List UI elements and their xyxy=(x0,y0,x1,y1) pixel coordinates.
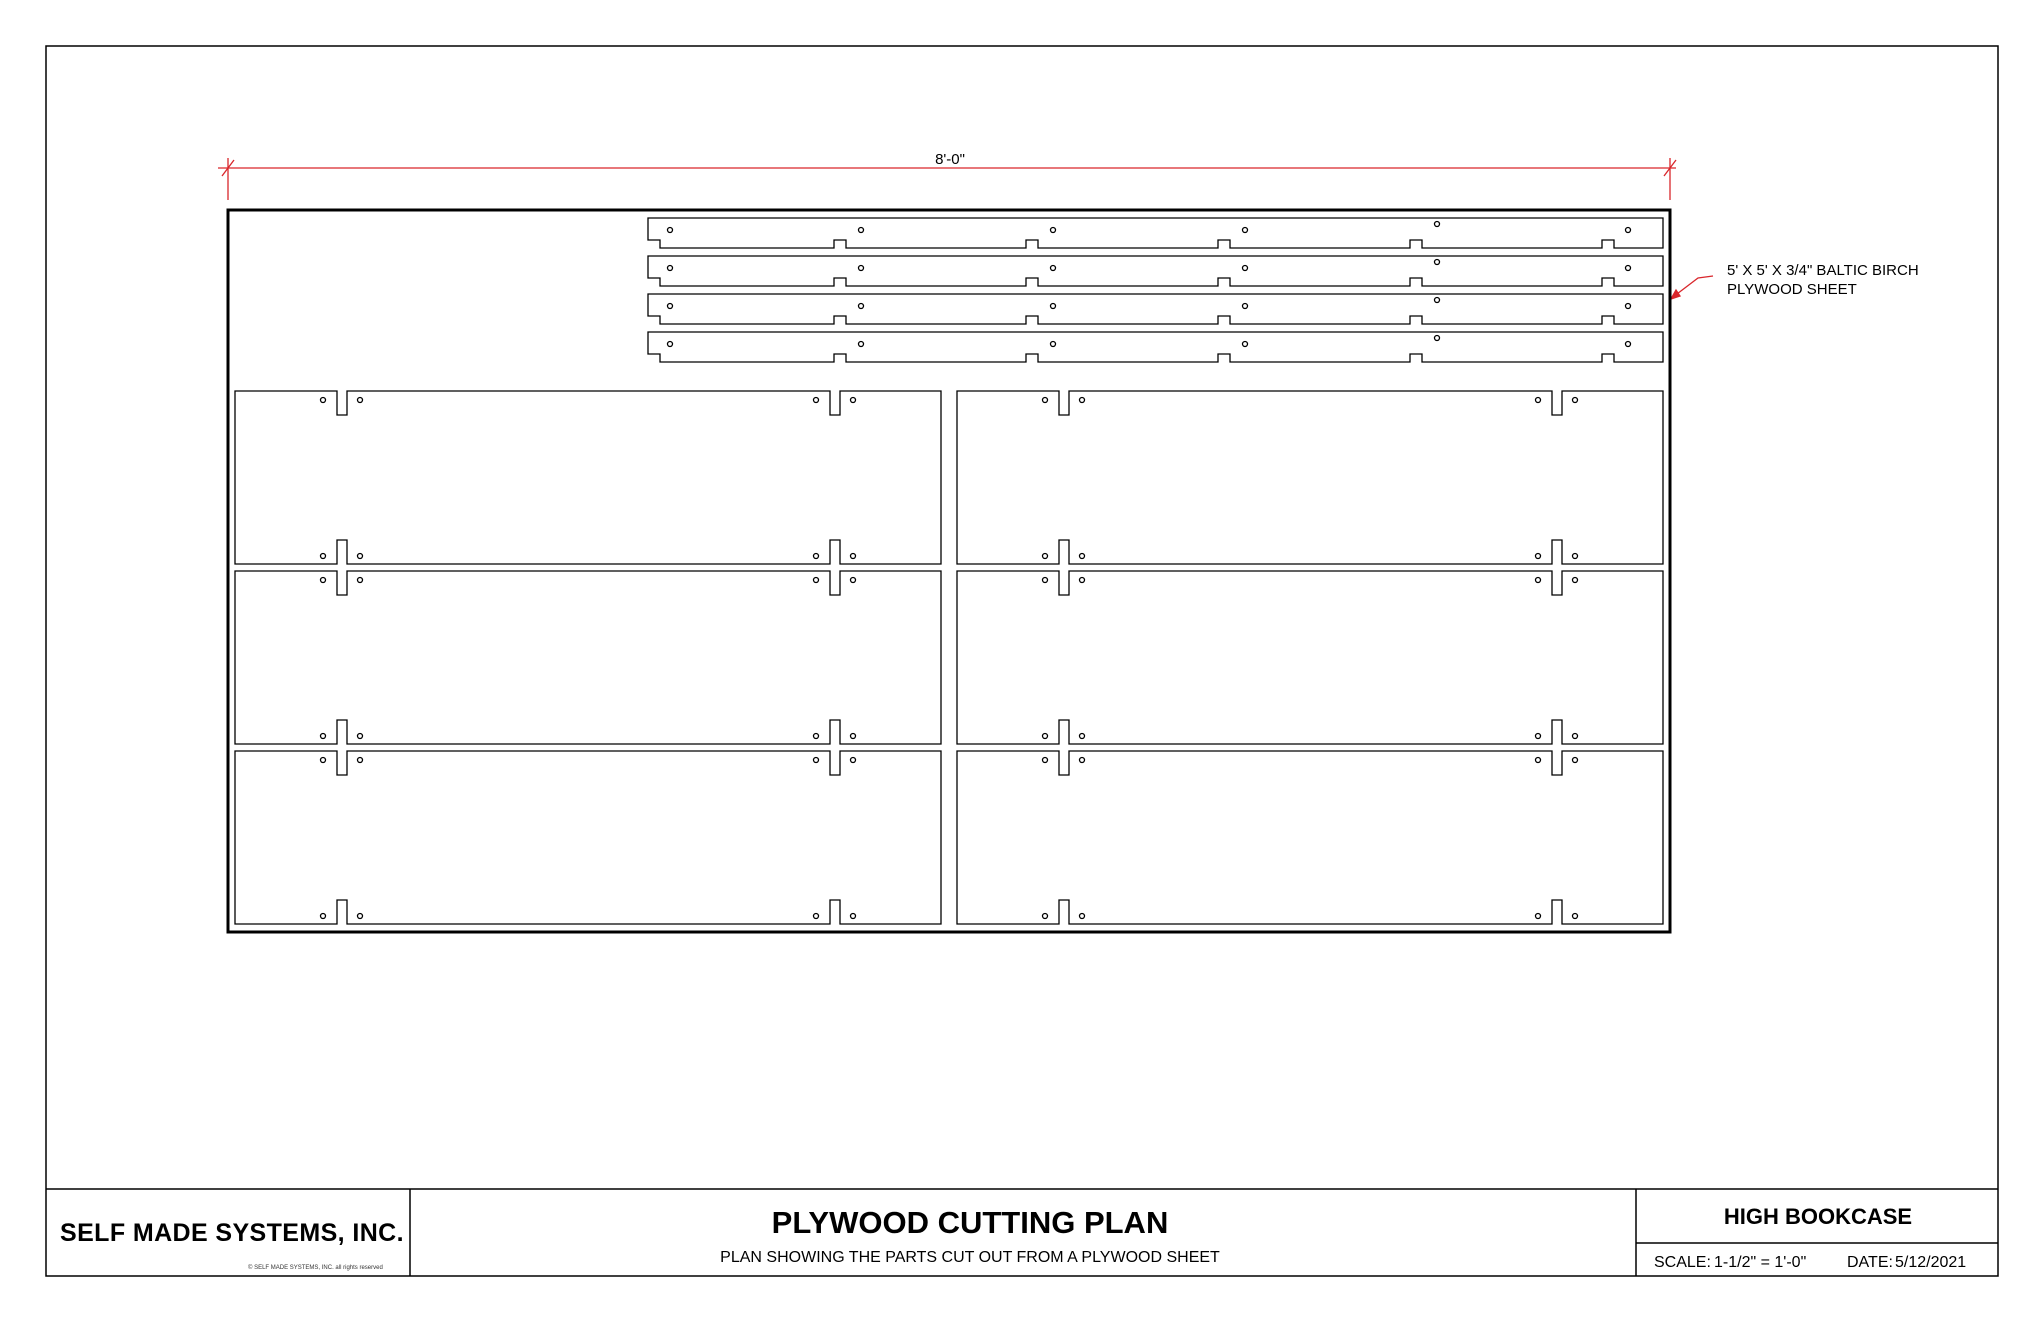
panel-hole xyxy=(1043,554,1048,559)
strip-hole xyxy=(859,266,864,271)
overall-dimension-label: 8'-0" xyxy=(935,151,965,168)
panel-hole xyxy=(851,914,856,919)
sheet-note-leader xyxy=(1671,276,1713,299)
panel-hole xyxy=(1080,734,1085,739)
shelf-panel-part xyxy=(957,391,1663,564)
panel-hole xyxy=(358,578,363,583)
panel-hole xyxy=(1043,914,1048,919)
sheet-note-line2: PLYWOOD SHEET xyxy=(1727,281,1857,298)
strip-hole xyxy=(1051,228,1056,233)
shelf-panel-part xyxy=(235,571,941,744)
strip-hole xyxy=(1051,304,1056,309)
strip-part xyxy=(648,256,1663,286)
date-label: DATE: xyxy=(1847,1254,1893,1271)
panel-hole xyxy=(1536,758,1541,763)
strip-hole xyxy=(1051,266,1056,271)
panel-hole xyxy=(1536,914,1541,919)
panel-hole xyxy=(358,398,363,403)
panel-hole xyxy=(851,554,856,559)
strip-hole xyxy=(1626,342,1631,347)
strip-hole xyxy=(668,304,673,309)
panel-hole xyxy=(851,758,856,763)
panel-hole xyxy=(1573,758,1578,763)
scale-label: SCALE: xyxy=(1654,1254,1711,1271)
panel-hole xyxy=(814,398,819,403)
shelf-panel-part xyxy=(235,391,941,564)
plan-subtitle: PLAN SHOWING THE PARTS CUT OUT FROM A PLYWOOD SHEET xyxy=(720,1249,1220,1266)
panel-hole xyxy=(1080,914,1085,919)
scale-value: 1-1/2" = 1'-0" xyxy=(1714,1254,1807,1271)
panel-hole xyxy=(358,734,363,739)
strip-part xyxy=(648,218,1663,248)
strip-hole xyxy=(859,342,864,347)
panel-hole xyxy=(1043,758,1048,763)
strip-hole xyxy=(1435,260,1440,265)
strip-hole xyxy=(668,228,673,233)
strip-parts xyxy=(648,218,1663,362)
panel-hole xyxy=(1080,578,1085,583)
strip-hole xyxy=(1626,304,1631,309)
strip-hole xyxy=(859,304,864,309)
strip-hole xyxy=(1626,266,1631,271)
panel-hole xyxy=(1080,554,1085,559)
panel-hole xyxy=(1043,578,1048,583)
panel-hole xyxy=(1080,758,1085,763)
panel-hole xyxy=(814,914,819,919)
panel-hole xyxy=(321,398,326,403)
strip-hole xyxy=(1243,228,1248,233)
panel-hole xyxy=(851,578,856,583)
panel-hole xyxy=(1043,398,1048,403)
panel-hole xyxy=(814,554,819,559)
strip-hole xyxy=(1435,336,1440,341)
panel-hole xyxy=(851,398,856,403)
panel-hole xyxy=(321,734,326,739)
panel-hole xyxy=(1573,554,1578,559)
strip-part xyxy=(648,332,1663,362)
panel-hole xyxy=(321,578,326,583)
strip-hole xyxy=(668,266,673,271)
panel-hole xyxy=(358,914,363,919)
panel-hole xyxy=(814,578,819,583)
plan-title: PLYWOOD CUTTING PLAN xyxy=(771,1205,1169,1240)
panel-hole xyxy=(851,734,856,739)
strip-hole xyxy=(1051,342,1056,347)
shelf-panel-part xyxy=(235,751,941,924)
panel-hole xyxy=(321,554,326,559)
sheet-note-line1: 5' X 5' X 3/4" BALTIC BIRCH xyxy=(1727,262,1919,279)
panel-hole xyxy=(321,758,326,763)
strip-hole xyxy=(859,228,864,233)
panel-hole xyxy=(1573,734,1578,739)
panel-hole xyxy=(1536,734,1541,739)
panel-hole xyxy=(1536,554,1541,559)
strip-hole xyxy=(668,342,673,347)
strip-part xyxy=(648,294,1663,324)
panel-hole xyxy=(1080,398,1085,403)
date-value: 5/12/2021 xyxy=(1895,1254,1967,1271)
company-name: SELF MADE SYSTEMS, INC. xyxy=(60,1219,404,1247)
panel-hole xyxy=(358,758,363,763)
strip-hole xyxy=(1243,342,1248,347)
copyright-note: © SELF MADE SYSTEMS, INC. all rights reserved xyxy=(248,1265,383,1271)
panel-hole xyxy=(1536,398,1541,403)
shelf-panel-part xyxy=(957,751,1663,924)
panel-hole xyxy=(1573,398,1578,403)
panel-hole xyxy=(1536,578,1541,583)
panel-hole xyxy=(1043,734,1048,739)
strip-hole xyxy=(1435,298,1440,303)
panel-hole xyxy=(814,758,819,763)
panel-parts xyxy=(235,391,1663,924)
strip-hole xyxy=(1243,266,1248,271)
strip-hole xyxy=(1626,228,1631,233)
strip-hole xyxy=(1243,304,1248,309)
panel-hole xyxy=(1573,914,1578,919)
shelf-panel-part xyxy=(957,571,1663,744)
panel-hole xyxy=(814,734,819,739)
panel-hole xyxy=(321,914,326,919)
panel-hole xyxy=(1573,578,1578,583)
drawing-frame xyxy=(46,46,1998,1276)
project-name: HIGH BOOKCASE xyxy=(1723,1204,1913,1229)
panel-hole xyxy=(358,554,363,559)
strip-hole xyxy=(1435,222,1440,227)
